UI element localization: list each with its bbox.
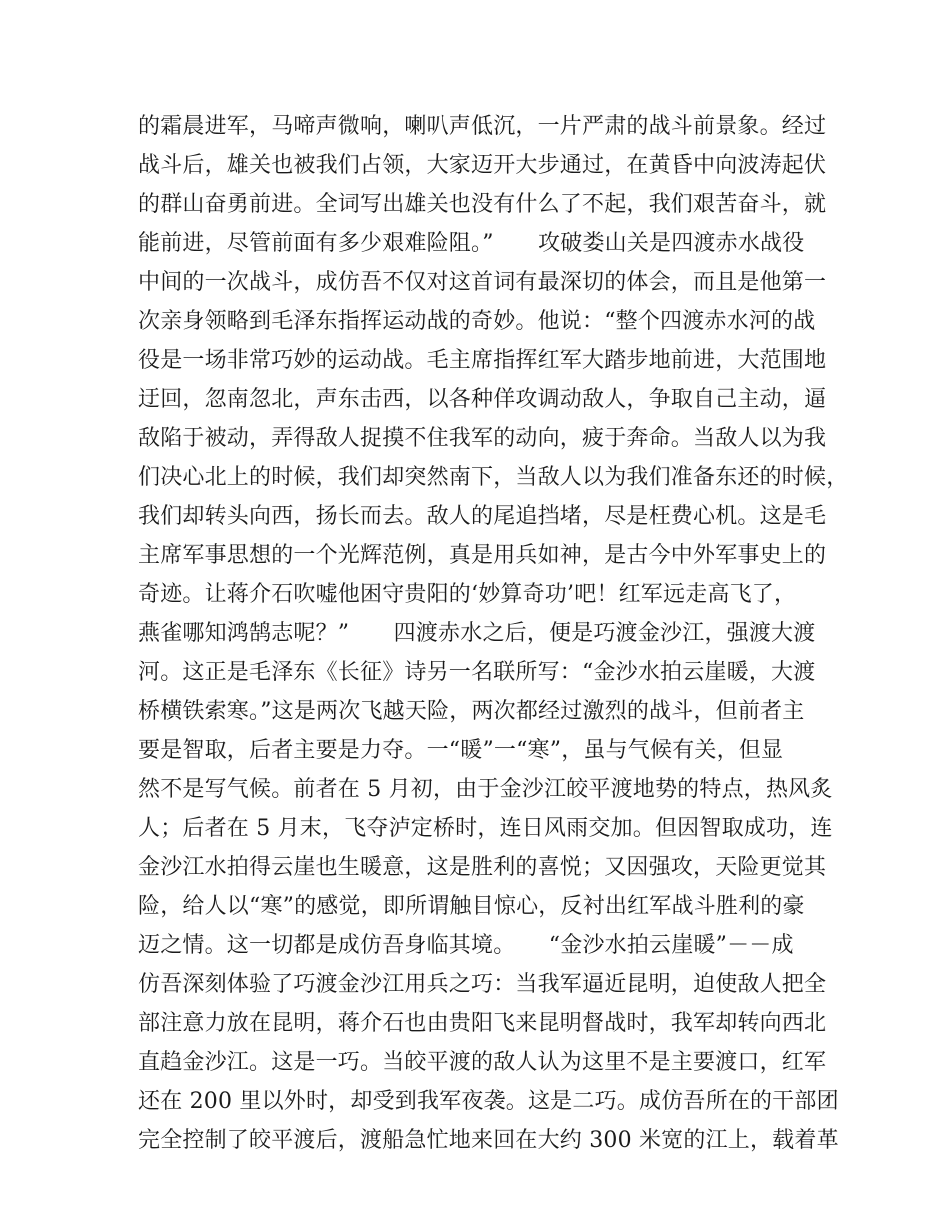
text-line: 奇迹。让蒋介石吹嘘他困守贵阳的‘妙算奇功’吧！红军远走高飞了， [138,582,797,607]
text-line: 迈之情。这一切都是成仿吾身临其境。 “金沙水拍云崖暖”－－成 [138,933,794,958]
text-line: 部注意力放在昆明，蒋介石也由贵阳飞来昆明督战时，我军却转向西北 [138,1011,827,1036]
body-text [138,107,849,1160]
text-line: 燕雀哪知鸿鹄志呢？” 四渡赤水之后，便是巧渡金沙江，强渡大渡 [138,621,816,646]
text-line: 完全控制了皎平渡后，渡船急忙地来回在大约 300 米宽的江上，载着革 [138,1128,839,1153]
text-line: 然不是写气候。前者在 5 月初，由于金沙江皎平渡地势的特点，热风炙 [138,777,833,802]
text-line: 要是智取，后者主要是力夺。一“暖”一“寒”，虽与气候有关，但显 [138,738,784,763]
text-line: 役是一场非常巧妙的运动战。毛主席指挥红军大踏步地前进，大范围地 [138,348,827,373]
text-line: 中间的一次战斗，成仿吾不仅对这首词有最深切的体会，而且是他第一 [138,270,827,295]
text-line: 战斗后，雄关也被我们占领，大家迈开大步通过，在黄昏中向波涛起伏 [138,153,827,178]
text-line: 的霜晨进军，马啼声微响，喇叭声低沉，一片严肃的战斗前景象。经过 [138,114,827,139]
text-line: 桥横铁索寒。”这是两次飞越天险，两次都经过激烈的战斗，但前者主 [138,699,805,724]
text-line: 还在 200 里以外时，却受到我军夜袭。这是二巧。成仿吾所在的干部团 [138,1089,839,1114]
text-line: 次亲身领略到毛泽东指挥运动战的奇妙。他说：“整个四渡赤水河的战 [138,309,816,334]
text-line: 迂回，忽南忽北，声东击西，以各种佯攻调动敌人，争取自己主动，逼 [138,387,827,412]
text-line: 主席军事思想的一个光辉范例，真是用兵如神，是古今中外军事史上的 [138,543,827,568]
text-line: 我们却转头向西，扬长而去。敌人的尾追挡堵，尽是枉费心机。这是毛 [138,504,827,529]
text-line: 能前进，尽管前面有多少艰难险阻。” 攻破娄山关是四渡赤水战役 [138,231,805,256]
text-line: 的群山奋勇前进。全词写出雄关也没有什么了不起，我们艰苦奋斗，就 [138,192,827,217]
text-line: 河。这正是毛泽东《长征》诗另一名联所写：“金沙水拍云崖暖，大渡 [138,660,816,685]
text-line: 直趋金沙江。这是一巧。当皎平渡的敌人认为这里不是主要渡口，红军 [138,1050,827,1075]
text-line: 险，给人以“寒”的感觉，即所谓触目惊心，反衬出红军战斗胜利的豪 [138,894,805,919]
text-line: 们决心北上的时候，我们却突然南下，当敌人以为我们准备东还的时候， [138,465,849,490]
text-line: 人；后者在 5 月末，飞夺泸定桥时，连日风雨交加。但因智取成功，连 [138,816,833,841]
text-line: 仿吾深刻体验了巧渡金沙江用兵之巧：当我军逼近昆明，迫使敌人把全 [138,972,827,997]
text-line: 金沙江水拍得云崖也生暖意，这是胜利的喜悦；又因强攻，天险更觉其 [138,855,827,880]
text-line: 敌陷于被动，弄得敌人捉摸不住我军的动向，疲于奔命。当敌人以为我 [138,426,827,451]
